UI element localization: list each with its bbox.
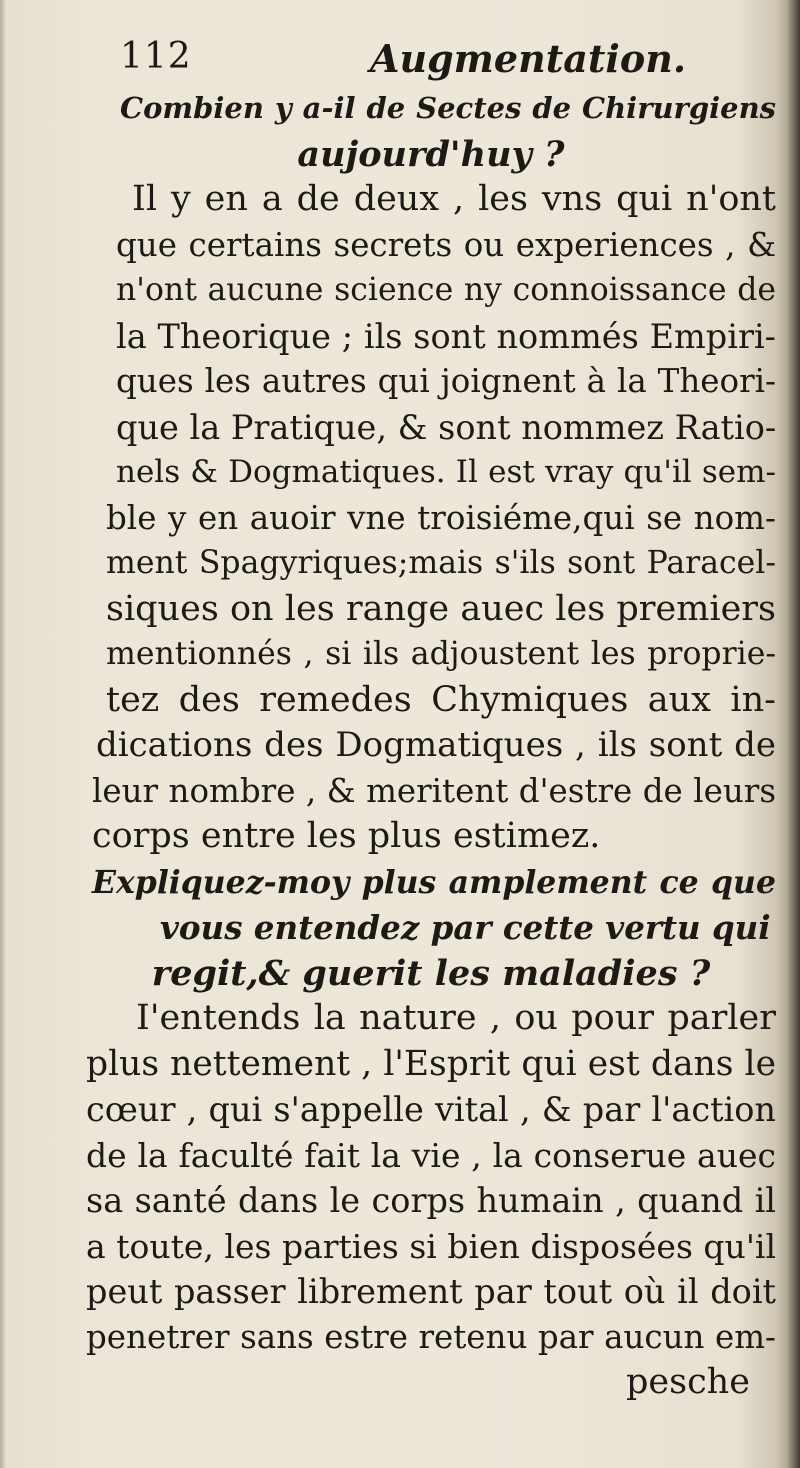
page-text	[86, 86, 776, 1406]
text-line: de la faculté fait la vie , la conserue auec	[86, 1135, 776, 1175]
page-left-edge	[0, 0, 6, 1468]
text-line: tez des remedes Chymiques aux in-	[106, 679, 776, 720]
question-line: regit,& guerit les maladies ?	[151, 952, 711, 994]
text-line: que la Pratique, & sont nommez Ratio-	[116, 407, 777, 447]
question-line: aujourd'huy ?	[297, 133, 565, 175]
text-line: I'entends la nature , ou pour parler	[136, 998, 776, 1038]
text-line: cœur , qui s'appelle vital , & par l'action	[86, 1090, 776, 1129]
text-line: a toute, les parties si bien disposées qu'il	[86, 1226, 776, 1266]
page-header	[120, 36, 760, 86]
text-line: siques on les range auec les premiers	[106, 588, 776, 629]
question-line: vous entendez par cette vertu qui	[160, 908, 771, 947]
text-line: ques les autres qui joignent à la Theori-	[116, 362, 776, 400]
text-line: que certains secrets ou experiences , &	[116, 225, 776, 264]
text-line: corps entre les plus estimez.	[92, 816, 601, 856]
page-number: 112	[120, 36, 192, 77]
catchword: pesche	[626, 1362, 750, 1402]
text-line: dications des Dogmatiques , ils sont de	[96, 725, 776, 765]
text-line: la Theorique ; ils sont nommés Empiri-	[116, 316, 776, 356]
text-line: ble y en auoir vne troisiéme,qui se nom-	[106, 498, 776, 537]
text-line: nels & Dogmatiques. Il est vray qu'il sem-	[116, 454, 776, 490]
question-line: Expliquez-moy plus amplement ce que	[92, 863, 776, 901]
text-line: peut passer librement par tout où il doit	[86, 1272, 776, 1311]
text-line: sa santé dans le corps humain , quand il	[86, 1181, 776, 1220]
text-line: Il y en a de deux , les vns qui n'ont	[132, 179, 776, 219]
text-line: ment Spagyriques;mais s'ils sont Paracel-	[106, 545, 776, 581]
running-head: Augmentation.	[370, 36, 687, 81]
page-gutter-shadow	[786, 0, 800, 1468]
text-line: mentionnés , si ils adjoustent les proprie-	[106, 636, 776, 672]
text-line: n'ont aucune science ny connoissance de	[116, 272, 776, 308]
text-line: penetrer sans estre retenu par aucun em-	[86, 1317, 776, 1356]
question-line: Combien y a-il de Sectes de Chirurgiens	[120, 91, 776, 125]
text-line: leur nombre , & meritent d'estre de leurs	[92, 771, 776, 810]
text-line: plus nettement , l'Esprit qui est dans le	[86, 1043, 776, 1084]
